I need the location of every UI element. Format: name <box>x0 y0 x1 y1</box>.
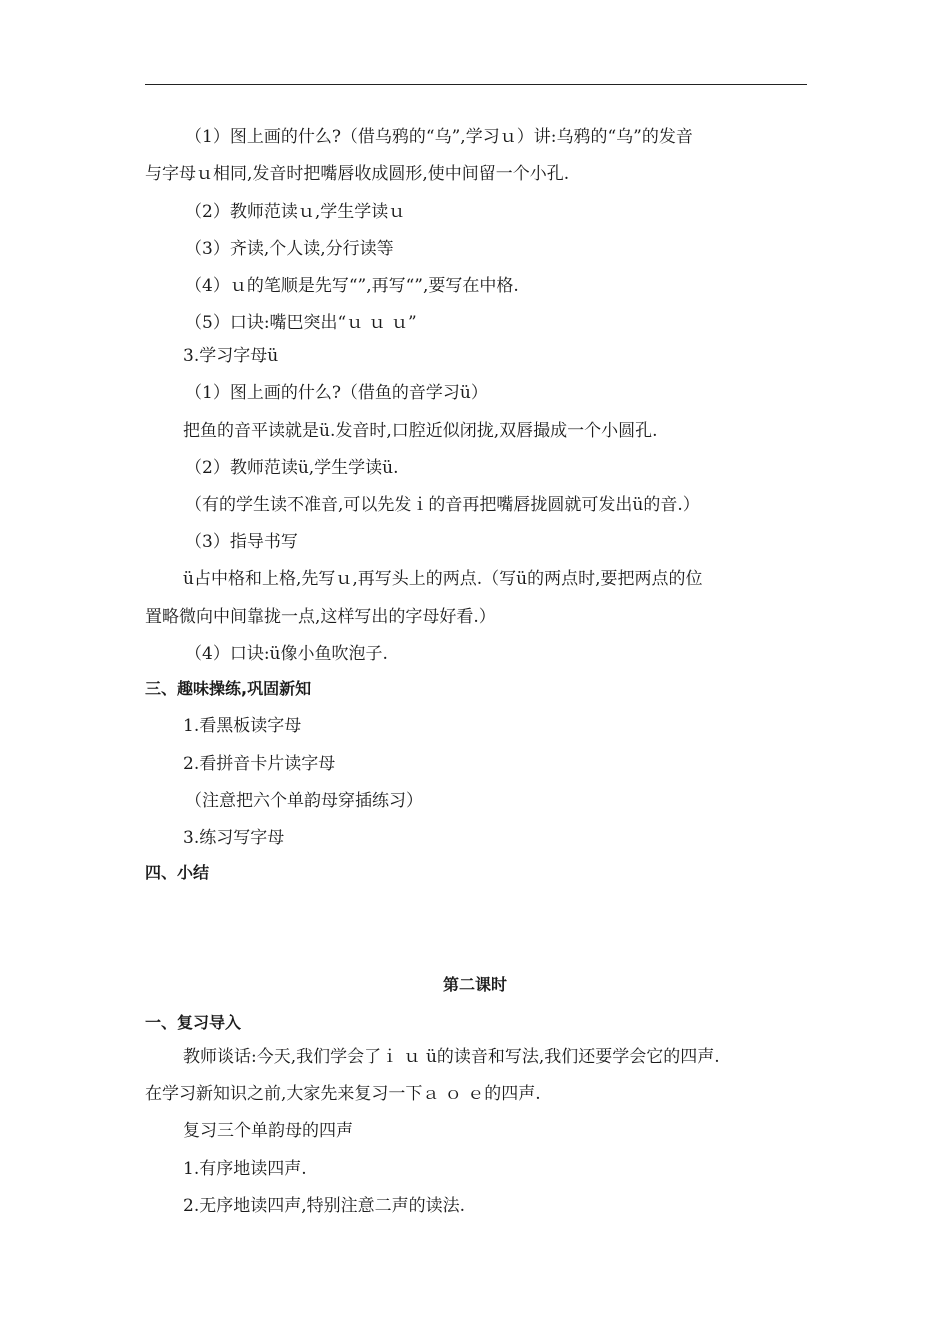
review-1: 1.有序地读四声. <box>183 1159 307 1179</box>
step-1-line-2: 与字母ｕ相同,发音时把嘴唇收成圆形,使中间留一个小孔. <box>145 164 570 184</box>
v-step-3-detail-1: ü占中格和上格,先写ｕ,再写头上的两点.（写ü的两点时,要把两点的位 <box>183 569 703 589</box>
step-3: （3）齐读,个人读,分行读等 <box>185 239 394 259</box>
v-step-3-detail-2: 置略微向中间靠拢一点,这样写出的字母好看.） <box>145 607 496 627</box>
v-step-2-note: （有的学生读不准音,可以先发ｉ的音再把嘴唇拢圆就可发出ü的音.） <box>185 495 700 515</box>
v-step-1-detail: 把鱼的音平读就是ü.发音时,口腔近似闭拢,双唇撮成一个小圆孔. <box>183 421 658 441</box>
section-3-heading: 三、趣味操练,巩固新知 <box>145 679 312 698</box>
section-learn-v: 3.学习字母ü <box>183 346 279 366</box>
step-4: （4）ｕ的笔顺是先写“”,再写“”,要写在中格. <box>185 276 519 296</box>
v-step-1: （1）图上画的什么?（借鱼的音学习ü） <box>185 383 488 403</box>
v-step-3: （3）指导书写 <box>185 532 298 552</box>
section-4-heading: 四、小结 <box>145 863 210 882</box>
teacher-talk-1: 教师谈话:今天,我们学会了ｉ ｕ ü的读音和写法,我们还要学会它的四声. <box>183 1047 720 1067</box>
step-2: （2）教师范读ｕ,学生学读ｕ <box>185 202 406 222</box>
review-line: 复习三个单韵母的四声 <box>183 1121 353 1141</box>
v-step-2: （2）教师范读ü,学生学读ü. <box>185 458 399 478</box>
lesson-2-title: 第二课时 <box>442 975 507 994</box>
step-5: （5）口诀:嘴巴突出“ｕ ｕ ｕ” <box>185 313 417 333</box>
section-1-heading: 一、复习导入 <box>145 1013 242 1032</box>
teacher-talk-2: 在学习新知识之前,大家先来复习一下ａ ｏ ｅ的四声. <box>145 1084 541 1104</box>
practice-2: 2.看拼音卡片读字母 <box>183 754 336 774</box>
practice-3: 3.练习写字母 <box>183 828 285 848</box>
practice-1: 1.看黑板读字母 <box>183 716 302 736</box>
v-step-4: （4）口诀:ü像小鱼吹泡子. <box>185 644 388 664</box>
practice-note: （注意把六个单韵母穿插练习） <box>185 791 423 811</box>
header-rule <box>145 84 807 85</box>
review-2: 2.无序地读四声,特别注意二声的读法. <box>183 1196 466 1216</box>
step-1-line-1: （1）图上画的什么?（借乌鸦的“乌”,学习ｕ）讲:乌鸦的“乌”的发音 <box>185 127 693 147</box>
